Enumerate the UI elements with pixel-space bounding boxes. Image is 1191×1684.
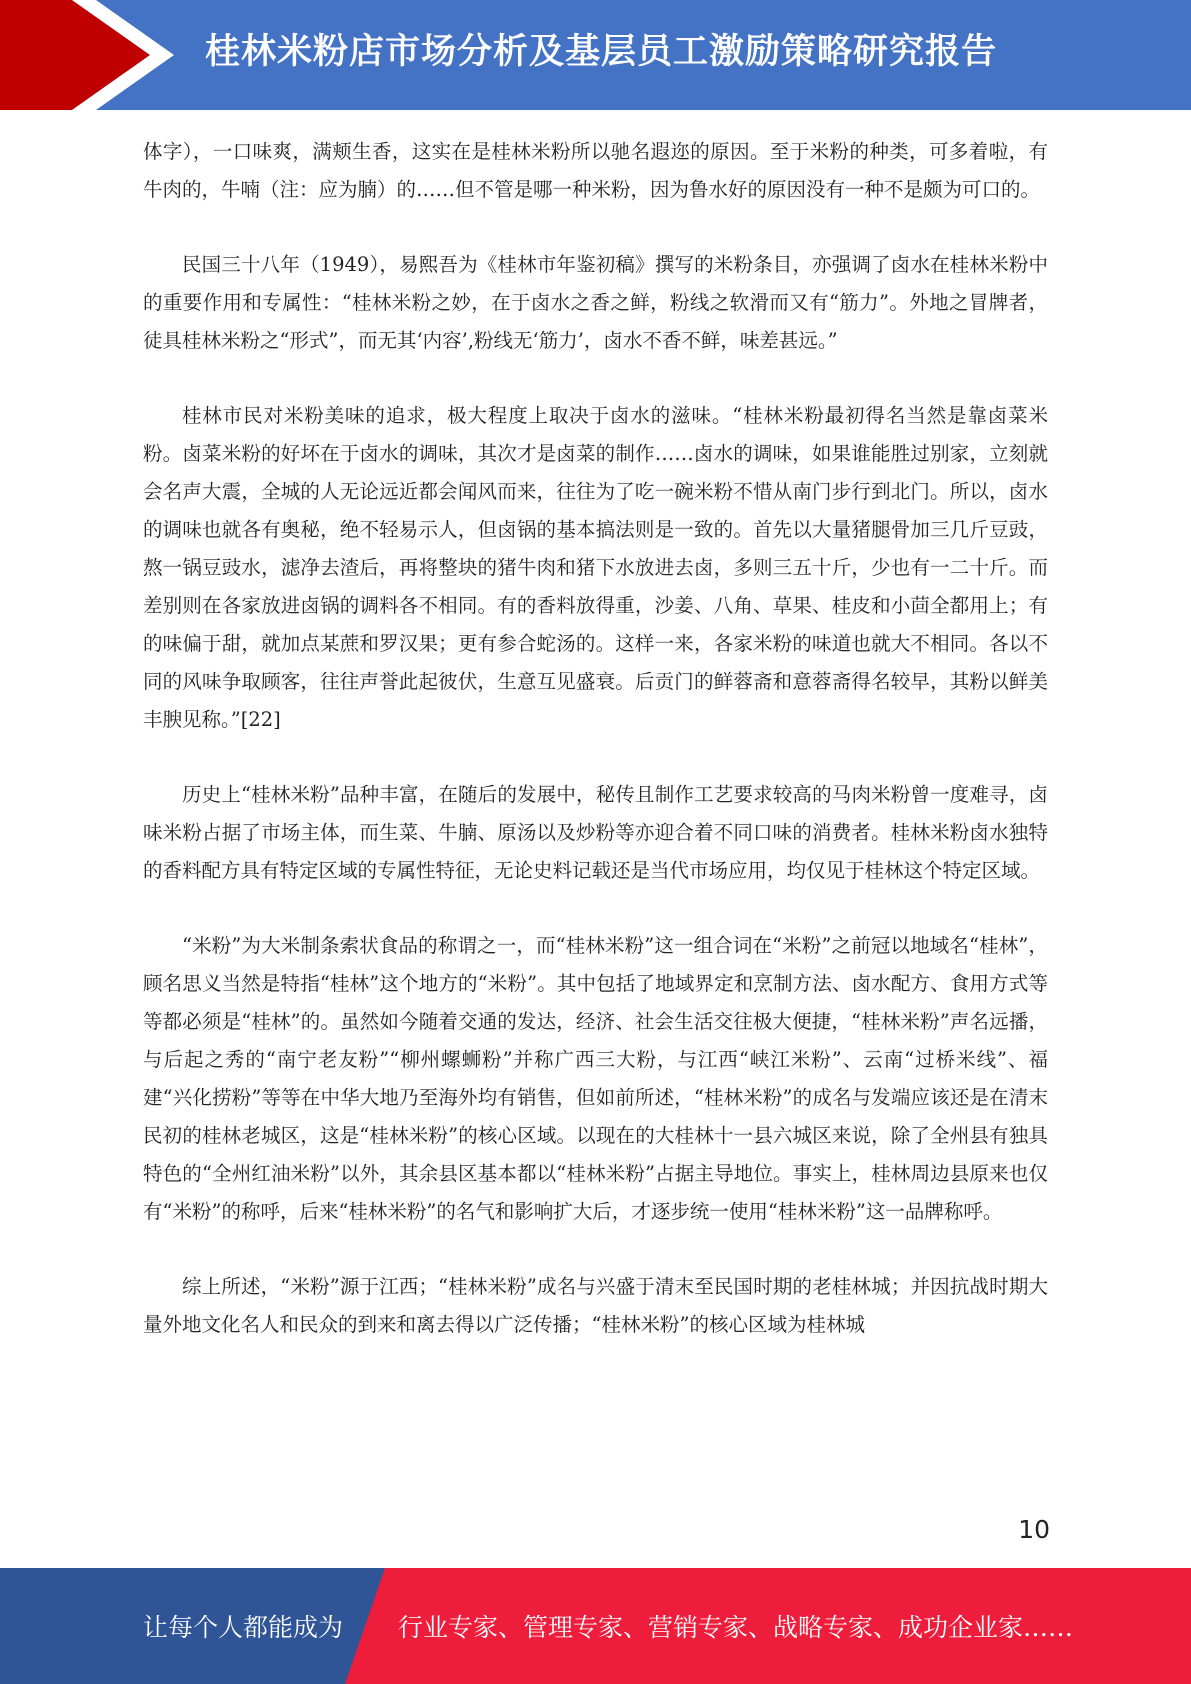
paragraph: 历史上“桂林米粉”品种丰富，在随后的发展中，秘传且制作工艺要求较高的马肉米粉曾一度难寻，卤味米粉占据了市场主体，而生菜、牛腩、原汤以及炒粉等亦迎合着不同口味的消费者。桂林米粉卤水独特的香料配方具有特定区域的专属性特征，无论史料记载还是当代市场应用，均仅见于桂林这个特定区域。 xyxy=(143,783,1048,882)
paragraph: 民国三十八年（1949），易熙吾为《桂林市年鉴初稿》撰写的米粉条目，亦强调了卤水在桂林米粉中的重要作用和专属性：“桂林米粉之妙，在于卤水之香之鲜，粉线之软滑而又有“筋力”。外地之冒牌者，徒具桂林米粉之“形式”，而无其‘内容’,粉线无‘筋力’，卤水不香不鲜，味差甚远。” xyxy=(143,253,1048,352)
document-title: 桂林米粉店市场分析及基层员工激励策略研究报告 xyxy=(205,32,998,72)
page-number: 10 xyxy=(1018,1515,1050,1544)
paragraph-continued: 体字），一口味爽，满颊生香，这实在是桂林米粉所以驰名遐迩的原因。至于米粉的种类，可多着啦，有牛肉的，牛喃（注：应为腩）的……但不管是哪一种米粉，因为鲁水好的原因没有一种不是颇为可口的。 xyxy=(143,140,1048,201)
document-body xyxy=(143,133,1048,1381)
footer-slogan-left: 让每个人都能成为 xyxy=(143,1613,344,1642)
paragraph: 综上所述，“米粉”源于江西；“桂林米粉”成名与兴盛于清末至民国时期的老桂林城；并因抗战时期大量外地文化名人和民众的到来和离去得以广泛传播；“桂林米粉”的核心区域为桂林城 xyxy=(143,1275,1048,1336)
paragraph: 桂林市民对米粉美味的追求，极大程度上取决于卤水的滋味。“桂林米粉最初得名当然是靠卤菜米粉。卤菜米粉的好坏在于卤水的调味，其次才是卤菜的制作……卤水的调味，如果谁能胜过别家，立刻就会名声大震，全城的人无论远近都会闻风而来，往往为了吃一碗米粉不惜从南门步行到北门。所以，卤水的调味也就各有奥秘，绝不轻易示人，但卤锅的基本搞法则是一致的。首先以大量猪腿骨加三几斤豆豉，熬一锅豆豉水，滤净去渣后，再将整块的猪牛肉和猪下水放进去卤，多则三五十斤，少也有一二十斤。而差别则在各家放进卤锅的调料各不相同。有的香料放得重，沙姜、八角、草果、桂皮和小茴全都用上；有的味偏于甜，就加点某蔗和罗汉果；更有参合蛇汤的。这样一来，各家米粉的味道也就大不相同。各以不同的风味争取顾客，往往声誉此起彼伏，生意互见盛衰。后贡门的鲜蓉斋和意蓉斋得名较早，其粉以鲜美丰腴见称。”[22] xyxy=(143,404,1048,731)
page-header xyxy=(0,0,1191,110)
page-footer xyxy=(0,1568,1191,1684)
footer-slogan-right: 行业专家、管理专家、营销专家、战略专家、成功企业家…… xyxy=(398,1613,1074,1642)
paragraph: “米粉”为大米制条索状食品的称谓之一，而“桂林米粉”这一组合词在“米粉”之前冠以地域名“桂林”，顾名思义当然是特指“桂林”这个地方的“米粉”。其中包括了地域界定和烹制方法、卤水配方、食用方式等等都必须是“桂林”的。虽然如今随着交通的发达，经济、社会生活交往极大便捷，“桂林米粉”声名远播，与后起之秀的“南宁老友粉”“柳州螺蛳粉”并称广西三大粉，与江西“峡江米粉”、云南“过桥米线”、福建“兴化捞粉”等等在中华大地乃至海外均有销售，但如前所述，“桂林米粉”的成名与发端应该还是在清末民初的桂林老城区，这是“桂林米粉”的核心区域。以现在的大桂林十一县六城区来说，除了全州县有独具特色的“全州红油米粉”以外，其余县区基本都以“桂林米粉”占据主导地位。事实上，桂林周边县原来也仅有“米粉”的称呼，后来“桂林米粉”的名气和影响扩大后，才逐步统一使用“桂林米粉”这一品牌称呼。 xyxy=(143,934,1048,1223)
